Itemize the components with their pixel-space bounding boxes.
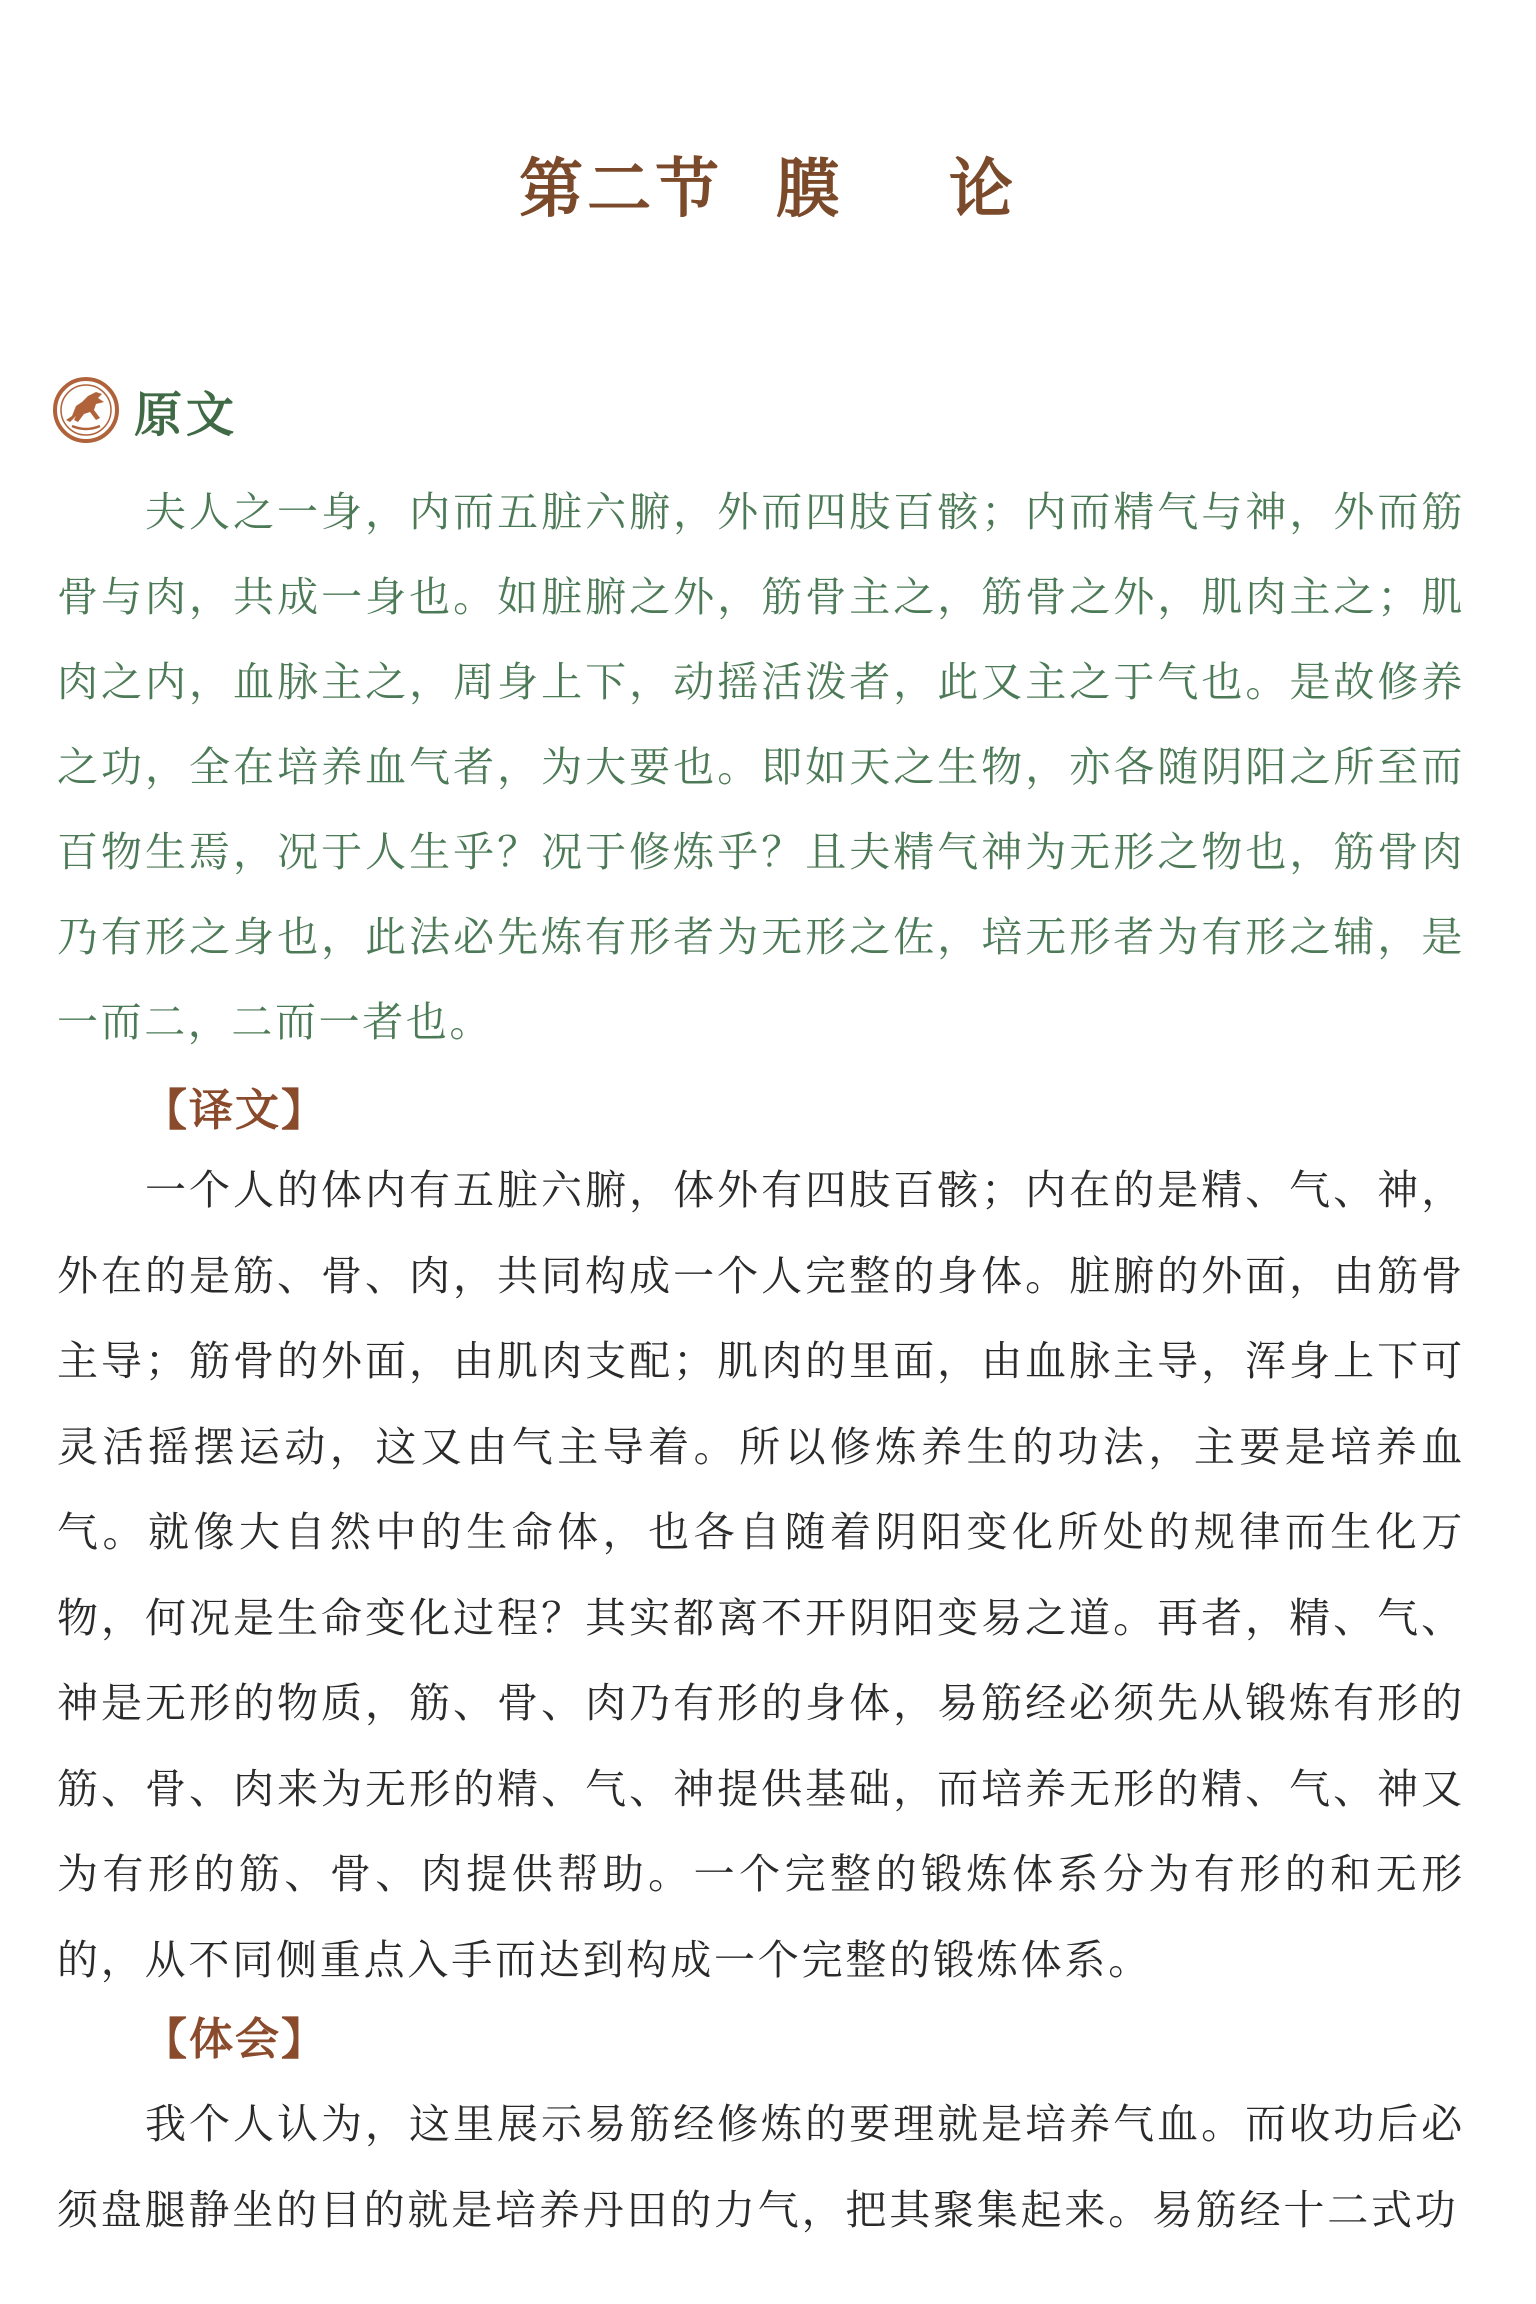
original-text-label: 原文 <box>134 386 239 443</box>
horse-emblem-icon <box>52 376 120 444</box>
translation-body: 一个人的体内有五脏六腑，体外有四肢百骸；内在的是精、气、神，外在的是筋、骨、肉，共同构成一个人完整的身体。脏腑的外面，由筋骨主导；筋骨的外面，由肌肉支配；肌肉的里面，由血脉主导，浑身上下可灵活摇摆运动，这又由气主导着。所以修炼养生的功法，主要是培养血气。就像大自然中的生命体，也各自随着阴阳变化所处的规律而生化万物，何况是生命变化过程？其实都离不开阴阳变易之道。再者，精、气、神是无形的物质，筋、骨、肉乃有形的身体，易筋经必须先从锻炼有形的筋、骨、肉来为无形的精、气、神提供基础，而培养无形的精、气、神又为有形的筋、骨、肉提供帮助。一个完整的锻炼体系分为有形的和无形的，从不同侧重点入手而达到构成一个完整的锻炼体系。 <box>57 1166 1465 1984</box>
original-text-heading <box>52 374 238 446</box>
experience-heading: 【体会】 <box>143 2014 327 2065</box>
chapter-title: 第二节 膜 论 <box>519 152 1017 227</box>
experience-body: 我个人认为，这里展示易筋经修炼的要理就是培养气血。而收功后必须盘腿静坐的目的就是培养丹田的力气，把其聚集起来。易筋经十二式功 <box>57 2100 1465 2234</box>
translation-heading: 【译文】 <box>143 1085 327 1136</box>
original-text-body: 夫人之一身，内而五脏六腑，外而四肢百骸；内而精气与神，外而筋骨与肉，共成一身也。如脏腑之外，筋骨主之，筋骨之外，肌肉主之；肌肉之内，血脉主之，周身上下，动摇活泼者，此又主之于气也。是故修养之功，全在培养血气者，为大要也。即如天之生物，亦各随阴阳之所至而百物生焉，况于人生乎？况于修炼乎？且夫精气神为无形之物也，筋骨肉乃有形之身也，此法必先炼有形者为无形之佐，培无形者为有形之辅，是一而二，二而一者也。 <box>57 488 1465 1046</box>
